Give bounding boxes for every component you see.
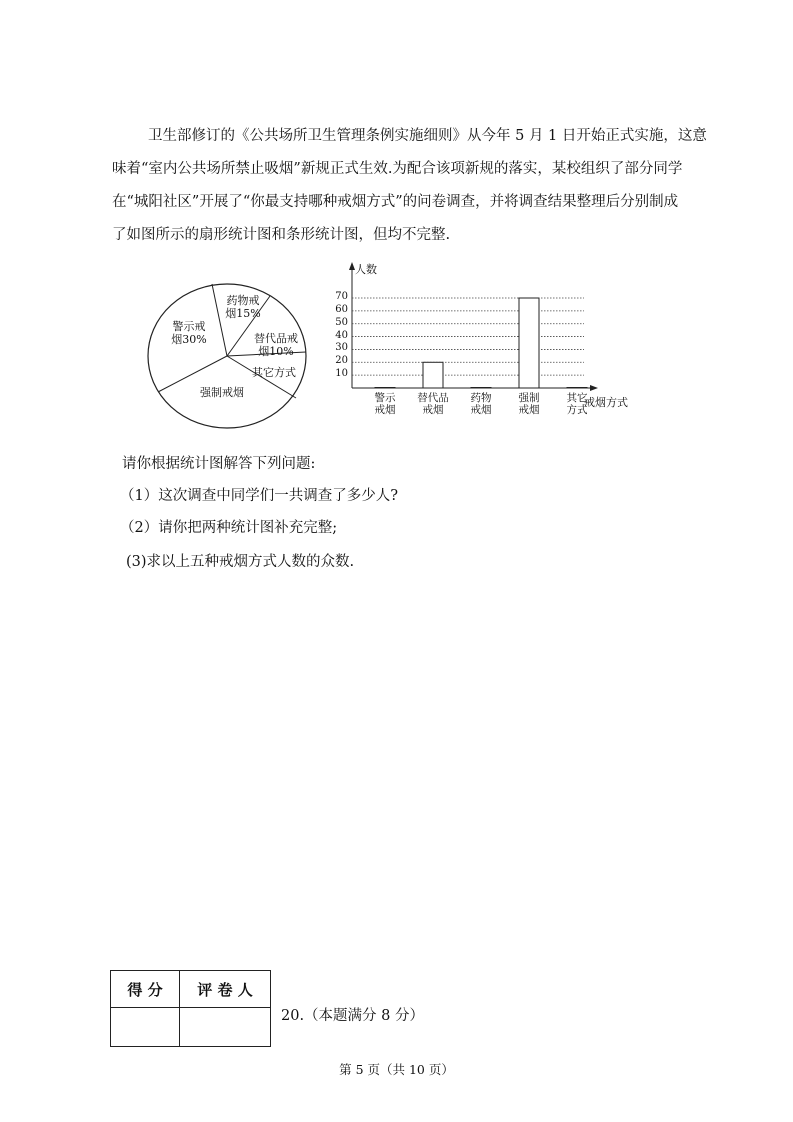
category-label <box>509 392 549 416</box>
y-tick-label: 30 <box>335 342 348 354</box>
grader-header: 评 卷 人 <box>180 971 271 1008</box>
category-label-line: 警示 <box>374 392 396 404</box>
category-label-line: 强制 <box>518 392 540 404</box>
pie-chart <box>146 280 316 430</box>
page-footer: 第 5 页（共 10 页） <box>339 1062 454 1077</box>
bar <box>375 388 395 389</box>
category-label-line: 方式 <box>566 404 588 416</box>
category-label <box>413 392 453 416</box>
score-table <box>110 970 271 1047</box>
bar <box>423 362 443 388</box>
category-label <box>461 392 501 416</box>
intro-line: 卫生部修订的《公共场所卫生管理条例实施细则》从今年 5 月 1 日开始正式实施，这意 <box>148 128 707 144</box>
question-2: （2）请你把两种统计图补充完整; <box>120 520 338 536</box>
pie-label-line: 替代品戒 <box>254 332 298 345</box>
y-tick-label: 70 <box>335 291 348 302</box>
category-label <box>365 392 405 416</box>
y-tick-label: 10 <box>335 368 348 380</box>
y-tick-label: 20 <box>335 355 348 367</box>
y-tick-label: 60 <box>335 303 348 315</box>
pie-label-line: 烟15% <box>225 307 261 320</box>
score-header: 得 分 <box>111 971 180 1008</box>
intro-line: 在“城阳社区”开展了“你最支持哪种戒烟方式”的问卷调查，并将调查结果整理后分别制成 <box>112 194 679 210</box>
bar <box>471 388 491 389</box>
intro-line: 味着“室内公共场所禁止吸烟”新规正式生效.为配合该项新规的落实，某校组织了部分同学 <box>112 161 683 177</box>
pie-label-other <box>246 366 302 379</box>
category-label-line: 戒烟 <box>470 404 492 416</box>
pie-label-drug <box>218 294 268 320</box>
score-cell[interactable] <box>111 1008 180 1047</box>
pie-label-line: 药物戒 <box>226 294 260 307</box>
bars <box>375 298 587 388</box>
pie-label-line: 烟30% <box>171 333 207 346</box>
y-tick-label: 50 <box>335 316 348 328</box>
pie-label-line: 警示戒 <box>172 320 206 333</box>
pie-label-warning <box>164 320 214 346</box>
question-lead: 请你根据统计图解答下列问题: <box>122 456 316 472</box>
category-label-line: 戒烟 <box>518 404 540 416</box>
pie-label-line: 其它方式 <box>252 366 296 379</box>
pie-label-substitute <box>248 332 304 358</box>
x-axis-arrow <box>590 385 598 391</box>
category-label-line: 戒烟 <box>422 404 444 416</box>
category-label-line: 其它 <box>566 392 588 404</box>
y-tick-label: 40 <box>335 329 348 341</box>
pie-label-line: 烟10% <box>258 345 294 358</box>
category-label <box>557 392 597 416</box>
y-axis-title: 人数 <box>355 263 377 276</box>
category-label-line: 戒烟 <box>374 404 396 416</box>
question-3: (3)求以上五种戒烟方式人数的众数. <box>126 554 355 570</box>
category-label-line: 替代品 <box>417 392 449 404</box>
grader-cell[interactable] <box>180 1008 271 1047</box>
pie-label-forced <box>192 386 252 399</box>
x-axis-title: 戒烟方式 <box>584 396 628 409</box>
bar <box>519 298 539 388</box>
pie-label-line: 强制戒烟 <box>200 386 244 399</box>
category-label-line: 药物 <box>470 392 492 404</box>
intro-line: 了如图所示的扇形统计图和条形统计图，但均不完整. <box>112 227 451 243</box>
question-20-heading: 20.（本题满分 8 分） <box>281 1008 425 1024</box>
bar-chart <box>322 258 642 423</box>
intro-paragraph <box>112 120 707 252</box>
question-1: （1）这次调查中同学们一共调查了多少人? <box>120 488 398 504</box>
grid-lines <box>352 298 584 375</box>
bar <box>567 388 587 389</box>
